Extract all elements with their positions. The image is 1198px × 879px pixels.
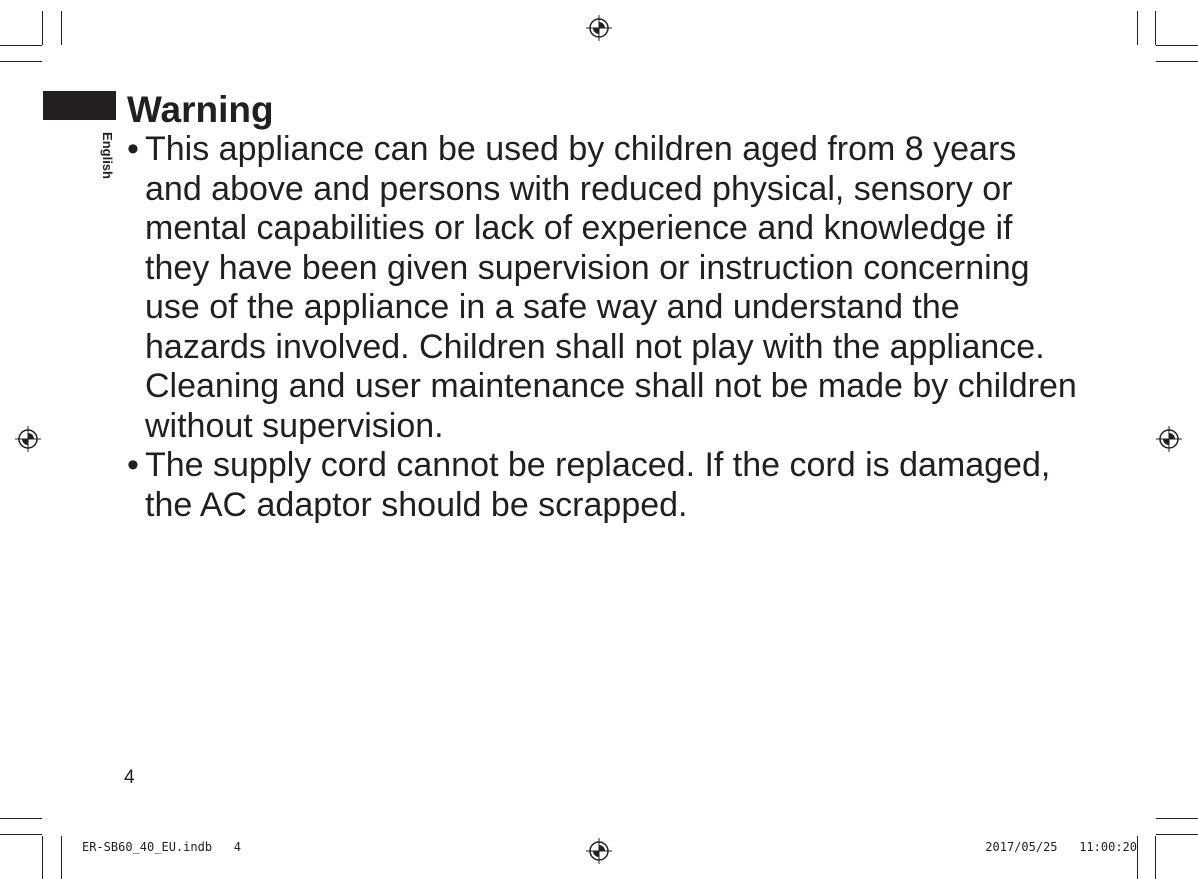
crop-mark [1156, 818, 1198, 819]
file-slug: ER-SB60_40_EU.indb 4 [82, 840, 241, 854]
warning-item [127, 130, 1077, 446]
registration-target-icon [15, 426, 41, 452]
crop-mark [0, 61, 42, 62]
crop-mark [1156, 61, 1198, 62]
registration-target-icon [586, 15, 612, 41]
warning-item-text: The supply cord cannot be replaced. If the cord is damaged, the AC adaptor should be scrapped. [145, 446, 1051, 524]
warning-item [127, 446, 1077, 525]
crop-mark [1137, 836, 1138, 879]
warning-heading: Warning [127, 89, 274, 130]
language-label [92, 124, 122, 186]
crop-mark [1137, 11, 1138, 45]
print-timestamp: 2017/05/25 11:00:20 [985, 840, 1137, 854]
crop-mark [1156, 45, 1198, 46]
crop-mark [1155, 11, 1156, 45]
warning-list [127, 130, 1077, 525]
crop-mark [61, 11, 62, 45]
warning-item-text: This appliance can be used by children aged from 8 years and above and persons with reduced physical, sensory or mental capabilities or lack of experience and knowledge if they have been given supervision or instruction concerning use of the appliance in a safe way and understand the hazards involved. Children shall not play with the appliance. Cleaning and user maintenance shall not be made by children without supervision. [145, 130, 1077, 445]
bullet-icon: • [127, 446, 139, 484]
crop-mark [61, 836, 62, 879]
crop-mark [0, 834, 42, 835]
language-label-text: English [99, 131, 115, 179]
bullet-icon: • [127, 130, 139, 168]
registration-target-icon [586, 838, 612, 864]
crop-mark [0, 45, 42, 46]
crop-mark [42, 11, 43, 45]
crop-mark [1156, 834, 1198, 835]
crop-mark [0, 818, 42, 819]
crop-mark [1155, 836, 1156, 879]
crop-mark [42, 836, 43, 879]
registration-target-icon [1156, 426, 1182, 452]
page-number: 4 [124, 767, 135, 788]
language-tab [43, 91, 116, 120]
